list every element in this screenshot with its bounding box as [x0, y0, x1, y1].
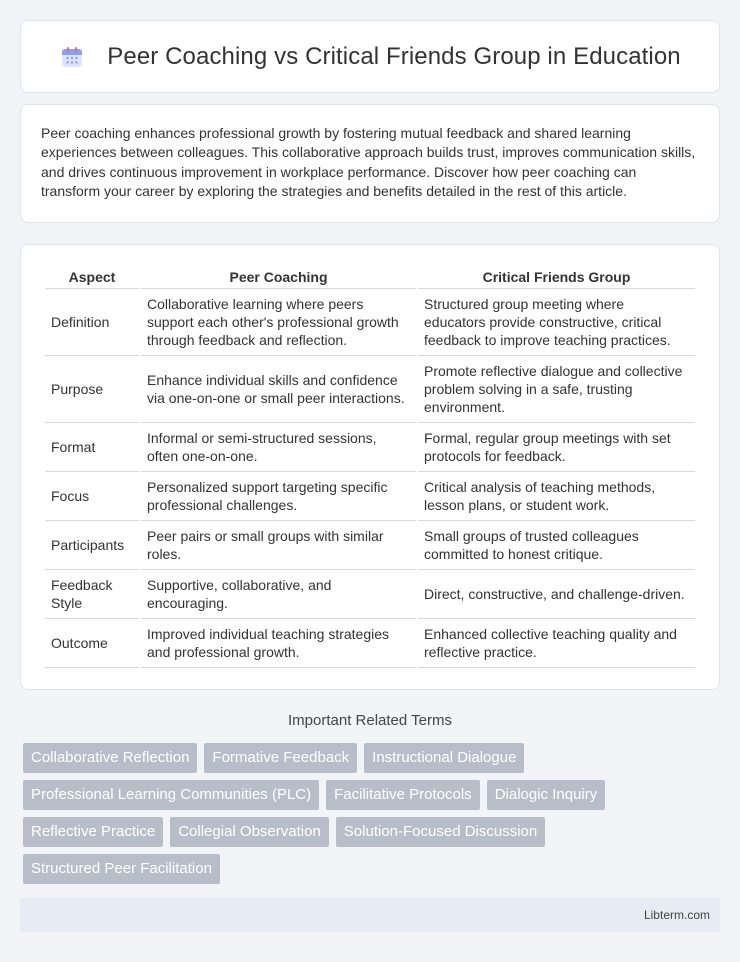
related-term-tag[interactable]: Reflective Practice: [23, 817, 163, 847]
row-critical-friends-group: Structured group meeting where educators provide constructive, critical feedback to improve teaching practices.: [418, 289, 695, 356]
table-row: [45, 570, 695, 619]
related-term-tag[interactable]: Instructional Dialogue: [364, 743, 524, 773]
row-critical-friends-group: Promote reflective dialogue and collective problem solving in a safe, trusting environment.: [418, 356, 695, 423]
related-term-tag[interactable]: Facilitative Protocols: [326, 780, 480, 810]
related-term-tag[interactable]: Collaborative Reflection: [23, 743, 197, 773]
column-header-critical-friends-group: Critical Friends Group: [418, 267, 695, 289]
row-peer-coaching: Enhance individual skills and confidence via one-on-one or small peer interactions.: [141, 356, 416, 423]
page-title: Peer Coaching vs Critical Friends Group in Education: [107, 42, 681, 70]
row-critical-friends-group: Direct, constructive, and challenge-driven.: [418, 570, 695, 619]
related-terms-title: Important Related Terms: [288, 712, 452, 729]
row-peer-coaching: Peer pairs or small groups with similar roles.: [141, 521, 416, 570]
row-peer-coaching: Personalized support targeting specific professional challenges.: [141, 472, 416, 521]
column-header-aspect: Aspect: [45, 267, 139, 289]
related-terms-list: [23, 743, 683, 884]
page-footer: [20, 898, 720, 932]
row-aspect: Focus: [45, 472, 139, 521]
row-aspect: Purpose: [45, 356, 139, 423]
row-peer-coaching: Supportive, collaborative, and encouraging.: [141, 570, 416, 619]
related-term-tag[interactable]: Structured Peer Facilitation: [23, 854, 220, 884]
row-peer-coaching: Collaborative learning where peers support each other's professional growth through feedback and reflection.: [141, 289, 416, 356]
row-aspect: Format: [45, 423, 139, 472]
related-term-tag[interactable]: Formative Feedback: [204, 743, 357, 773]
row-aspect: Participants: [45, 521, 139, 570]
row-aspect: Feedback Style: [45, 570, 139, 619]
table-row: [45, 356, 695, 423]
row-critical-friends-group: Enhanced collective teaching quality and reflective practice.: [418, 619, 695, 668]
row-aspect: Outcome: [45, 619, 139, 668]
row-critical-friends-group: Formal, regular group meetings with set protocols for feedback.: [418, 423, 695, 472]
intro-section: [20, 104, 720, 223]
row-peer-coaching: Informal or semi-structured sessions, often one-on-one.: [141, 423, 416, 472]
related-term-tag[interactable]: Professional Learning Communities (PLC): [23, 780, 319, 810]
row-aspect: Definition: [45, 289, 139, 356]
table-row: [45, 423, 695, 472]
row-critical-friends-group: Critical analysis of teaching methods, lesson plans, or student work.: [418, 472, 695, 521]
column-header-peer-coaching: Peer Coaching: [141, 267, 416, 289]
related-term-tag[interactable]: Dialogic Inquiry: [487, 780, 606, 810]
row-peer-coaching: Improved individual teaching strategies and professional growth.: [141, 619, 416, 668]
comparison-table-card: [20, 244, 720, 690]
table-row: [45, 521, 695, 570]
calendar-icon: [59, 44, 85, 70]
comparison-table: [43, 267, 697, 668]
table-row: [45, 619, 695, 668]
table-row: [45, 289, 695, 356]
footer-site-link[interactable]: Libterm.com: [643, 908, 710, 922]
table-header-row: [45, 267, 695, 289]
related-term-tag[interactable]: Collegial Observation: [170, 817, 329, 847]
table-row: [45, 472, 695, 521]
related-term-tag[interactable]: Solution-Focused Discussion: [336, 817, 545, 847]
intro-text: Peer coaching enhances professional growth by fostering mutual feedback and shared learning experiences between colleagues. This collaborative approach builds trust, improves communication skills, and drives continuous improvement in workplace performance. Discover how peer coaching can transform your career by exploring the strategies and benefits detailed in the rest of this article.: [41, 125, 696, 200]
row-critical-friends-group: Small groups of trusted colleagues committed to honest critique.: [418, 521, 695, 570]
page-header: [20, 20, 720, 93]
